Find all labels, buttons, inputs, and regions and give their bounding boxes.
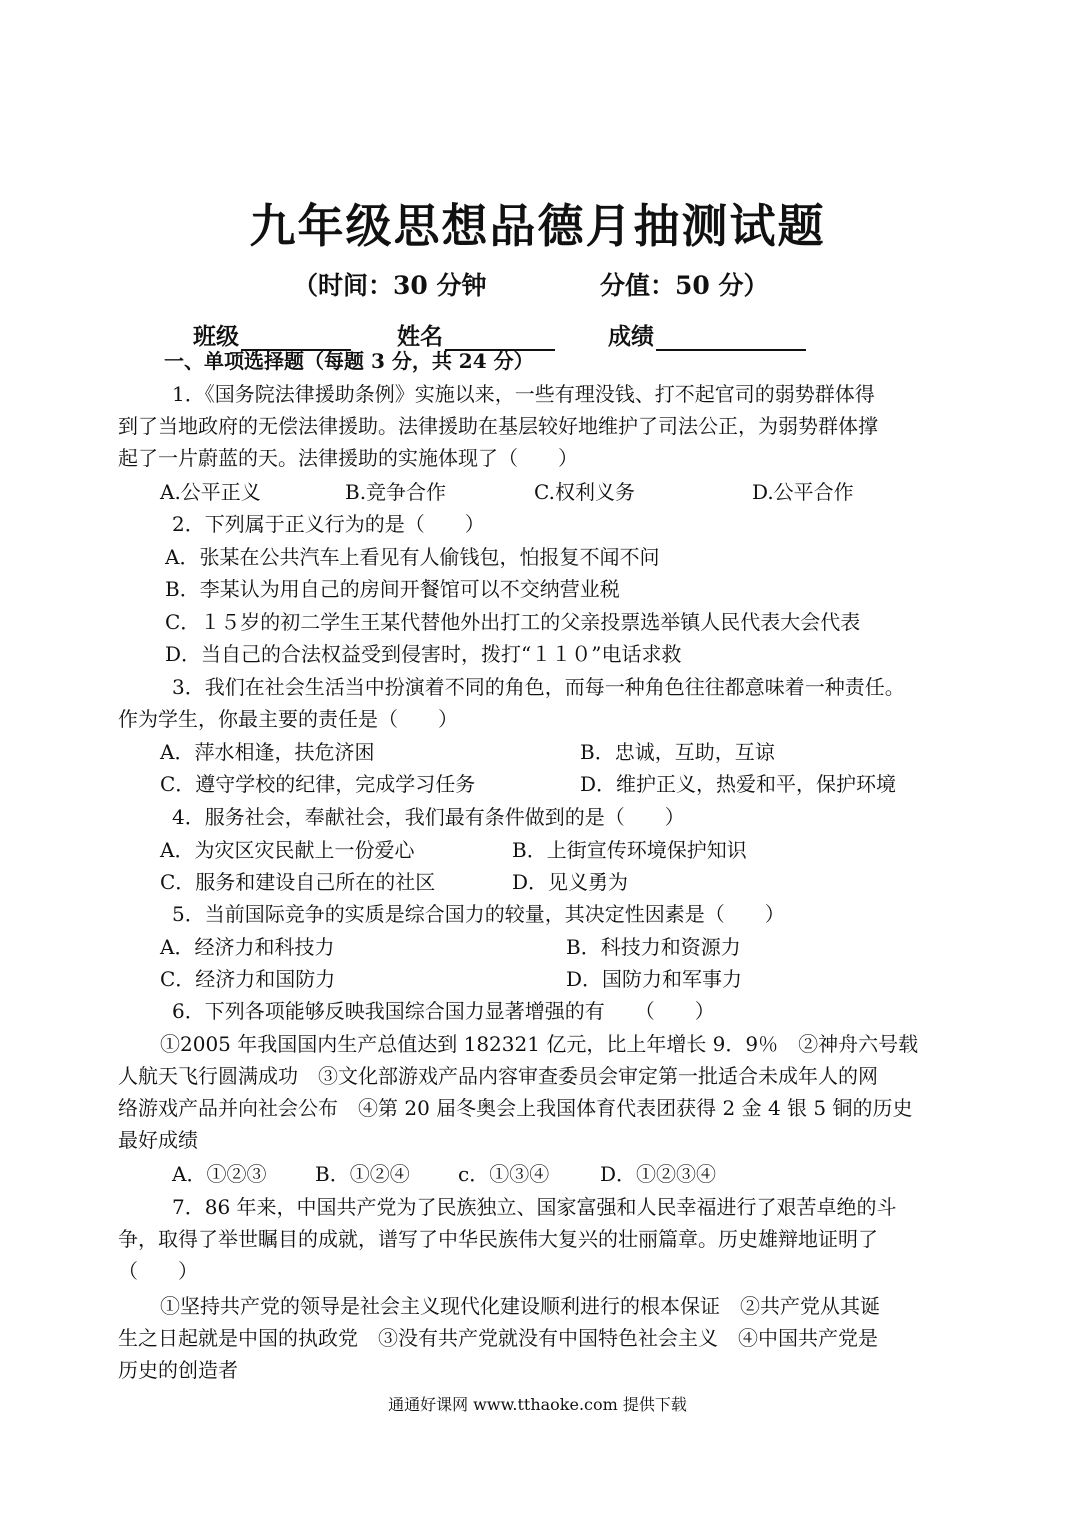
q6-option-d: D．①②③④ [600, 1162, 717, 1186]
q6-option-c: c．①③④ [458, 1162, 550, 1186]
q6-line5: 最好成绩 [118, 1128, 198, 1152]
q4-option-b: B．上街宣传环境保护知识 [512, 838, 747, 862]
q6-line4: 络游戏产品并向社会公布 ④第 20 届冬奥会上我国体育代表团获得 2 金 4 银 5 铜的历史 [118, 1096, 913, 1120]
class-blank [241, 325, 351, 351]
q3-option-c: C．遵守学校的纪律，完成学习任务 [160, 772, 476, 796]
q6-option-a: A．①②③ [172, 1162, 267, 1186]
page-title: 九年级思想品德月抽测试题 [249, 199, 826, 253]
q2-option-a: A．张某在公共汽车上看见有人偷钱包，怕报复不闻不问 [165, 545, 660, 569]
name-label: 姓名 [397, 323, 443, 350]
q5-option-c: C．经济力和国防力 [160, 967, 336, 991]
q1-line1: 1．《国务院法律援助条例》实施以来，一些有理没钱、打不起官司的弱势群体得 [172, 382, 875, 406]
grade-label: 成绩 [608, 323, 654, 350]
q3-line1: 3．我们在社会生活当中扮演着不同的角色，而每一种角色往往都意味着一种责任。 [172, 675, 905, 699]
q1-option-d: D.公平合作 [752, 480, 854, 504]
grade-field [608, 318, 806, 351]
q5-option-a: A．经济力和科技力 [160, 935, 335, 959]
q7-line3: （ ） [118, 1259, 198, 1283]
q5-option-d: D．国防力和军事力 [566, 967, 743, 991]
class-label: 班级 [193, 323, 239, 350]
q1-option-b: B.竞争合作 [345, 480, 447, 504]
name-field [397, 318, 555, 351]
footer-source: 通通好课网 www.tthaoke.com 提供下载 [388, 1395, 687, 1414]
section-heading: 一、单项选择题（每题 3 分，共 24 分） [164, 349, 534, 373]
q4-option-c: C．服务和建设自己所在的社区 [160, 870, 436, 894]
class-field [193, 318, 351, 351]
q7-line4: ①坚持共产党的领导是社会主义现代化建设顺利进行的根本保证 ②共产党从其诞 [160, 1294, 880, 1318]
q2-line1: 2．下列属于正义行为的是（ ） [172, 512, 485, 536]
score-label: 分值：50 分） [600, 271, 769, 300]
q7-line2: 争，取得了举世瞩目的成就，谱写了中华民族伟大复兴的壮丽篇章。历史雄辩地证明了 [118, 1227, 878, 1251]
q3-line2: 作为学生，你最主要的责任是（ ） [118, 707, 458, 731]
q7-line1: 7．86 年来，中国共产党为了民族独立、国家富强和人民幸福进行了艰苦卓绝的斗 [172, 1195, 897, 1219]
q2-option-c: C．１５岁的初二学生王某代替他外出打工的父亲投票选举镇人民代表大会代表 [165, 610, 861, 634]
name-blank [445, 325, 555, 351]
q6-option-b: B．①②④ [315, 1162, 410, 1186]
q5-option-b: B．科技力和资源力 [566, 935, 741, 959]
q3-option-b: B．忠诚，互助，互谅 [580, 740, 775, 764]
q1-option-a: A.公平正义 [160, 480, 261, 504]
q4-line1: 4．服务社会，奉献社会，我们最有条件做到的是（ ） [172, 805, 685, 829]
q4-option-d: D．见义勇为 [512, 870, 629, 894]
q6-line2: ①2005 年我国国内生产总值达到 182321 亿元，比上年增长 9．9％ ②神舟六号载 [160, 1032, 919, 1056]
grade-blank [656, 325, 806, 351]
q3-option-d: D．维护正义，热爱和平，保护环境 [580, 772, 897, 796]
q7-line5: 生之日起就是中国的执政党 ③没有共产党就没有中国特色社会主义 ④中国共产党是 [118, 1326, 878, 1350]
q2-option-b: B．李某认为用自己的房间开餐馆可以不交纳营业税 [165, 577, 620, 601]
q1-option-c: C.权利义务 [534, 480, 635, 504]
q7-line6: 历史的创造者 [118, 1358, 238, 1382]
q4-option-a: A．为灾区灾民献上一份爱心 [160, 838, 415, 862]
q1-line3: 起了一片蔚蓝的天。法律援助的实施体现了（ ） [118, 446, 578, 470]
time-label: （时间：30 分钟 [293, 271, 487, 300]
q2-option-d: D．当自己的合法权益受到侵害时，拨打“１１０”电话求救 [165, 642, 682, 666]
q5-line1: 5．当前国际竞争的实质是综合国力的较量，其决定性因素是（ ） [172, 902, 785, 926]
q1-line2: 到了当地政府的无偿法律援助。法律援助在基层较好地维护了司法公正，为弱势群体撑 [118, 414, 878, 438]
q6-line3: 人航天飞行圆满成功 ③文化部游戏产品内容审查委员会审定第一批适合未成年人的网 [118, 1064, 878, 1088]
q6-line1: 6．下列各项能够反映我国综合国力显著增强的有 （ ） [172, 999, 715, 1023]
q3-option-a: A．萍水相逢，扶危济困 [160, 740, 375, 764]
